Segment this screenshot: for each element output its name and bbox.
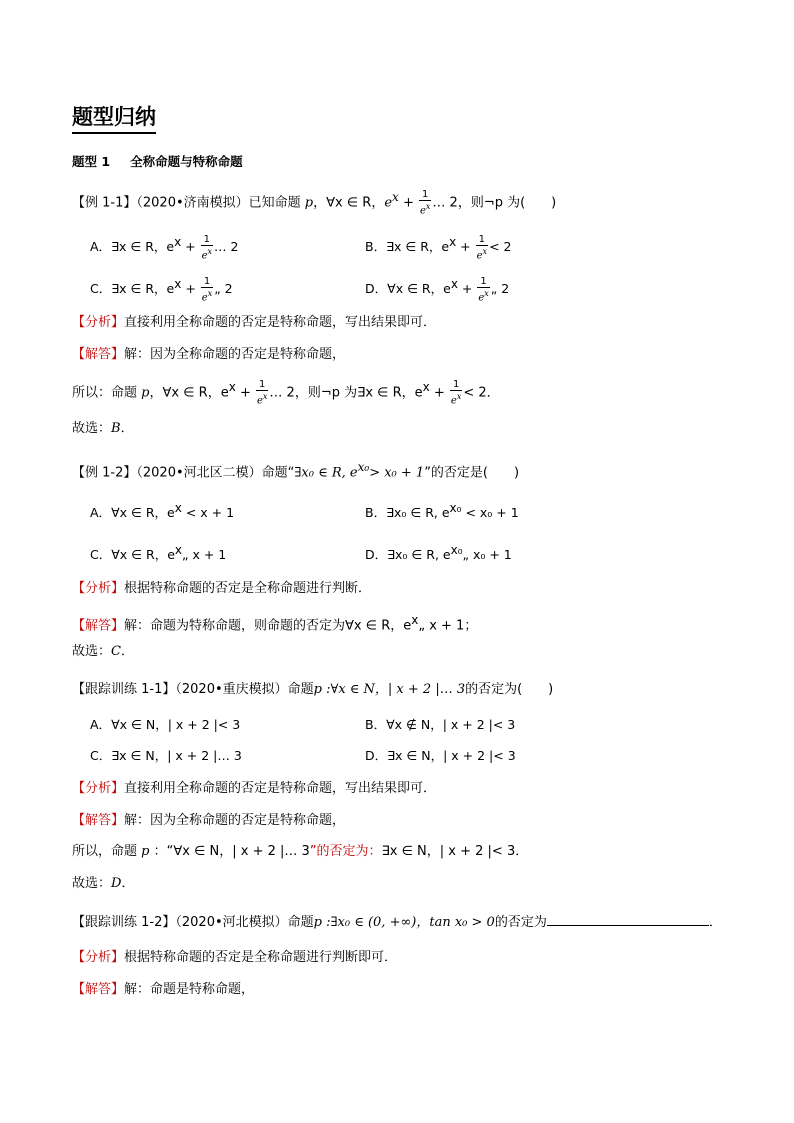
question-tail: 的否定为( ) [465,682,554,697]
analysis-line [72,580,371,598]
type-label: 题型 1 [72,154,111,169]
option-text: ∃x ∈ R，e [111,281,175,297]
answer-text: 解：命题为特称命题，则命题的否定为∀x ∈ R，e [124,618,412,634]
choose-value: B [111,421,121,436]
question-end: ． [708,915,722,930]
option-text: ∀x ∉ N，| x + 2 |< 3 [386,717,516,732]
answer-text: 解：命题是特称命题， [124,982,255,997]
question-tail: ”的否定是( ) [424,465,520,481]
example-source: （2020•济南模拟）已知命题 [136,195,301,211]
choose-line [72,420,134,438]
training-source: （2020•河北模拟）命题 [175,915,314,930]
option-text: ∀x ∈ N，| x + 2 |< 3 [111,717,241,732]
question-tail: ，则¬p 为( ) [457,195,557,211]
so-tail: ∃x ∈ N，| x + 2 |< 3． [381,844,529,859]
example-tag: 【例 1-2】 [72,465,137,481]
fraction-denominator [419,201,431,216]
example-source: （2020•河北区二模）命题“ [136,465,295,481]
conclusion-line: 所以：命题 p，∀x ∈ R，$e^x$ + $\frac{1}{e^x}$ … 2，则¬p 为∃x ∈ R，$e^x$ + $\frac{1}{e^x}$ < 2． [72,379,500,407]
plus-sign: + [398,195,418,211]
example-1-2-question: 【例 1-2】（2020•河北区二模）命题“∃x₀ ∈ R, $e^{x_0}> x_0 + 1$”的否定是( ) [72,460,520,481]
option-relation: „ x + 1 [182,547,227,563]
analysis-tag: 【分析】 [72,781,125,796]
var-p: p [304,195,314,211]
option-relation: „ 2 [214,281,233,297]
option-label: B． [365,239,387,255]
option-label: A． [90,505,112,521]
analysis-line [72,949,397,967]
answer-line [72,812,345,830]
choose-label: 故选： [72,876,112,891]
answer-tag: 【解答】 [72,618,125,634]
choose-end: ． [121,876,135,891]
analysis-tag: 【分析】 [72,315,125,330]
option-label: C． [90,748,112,763]
choose-value: C [111,644,121,659]
answer-tag: 【解答】 [72,982,125,997]
so-end: ． [486,385,500,401]
option-relation: „ 2 [490,281,510,297]
answer-tag: 【解答】 [72,347,125,362]
so-mid: ，∀x ∈ R，e [149,385,229,401]
choose-label: 故选： [72,644,112,659]
conclusion-line [72,843,528,861]
training-1-1-question [72,681,553,699]
var-p: p [141,844,150,859]
option-relation: … 2 [214,239,239,255]
analysis-text: 直接利用全称命题的否定是特称命题，写出结果即可． [124,315,437,330]
option-label: A． [90,239,112,255]
choose-end: ． [120,421,134,436]
proposition: ∃x₀ ∈ R, e [294,465,358,481]
fraction-numerator: 1 [419,189,431,201]
option-label: D． [365,281,388,297]
question-tail: 的否定为 [494,915,547,930]
option-relation: „ x₀ + 1 [462,547,512,563]
option-relation: < x₀ + 1 [461,505,519,521]
exp-sup: x [392,190,399,204]
so-relation2: < 2 [463,385,487,401]
example-1-1-question [72,188,556,216]
option-a[interactable] [90,716,240,734]
analysis-line [72,314,436,332]
option-a[interactable]: A．∃x ∈ R，$e^x$ + $\frac{1}{e^x}$ … 2 [90,233,239,262]
option-text: ∃x ∈ N，| x + 2 |… 3 [111,748,242,763]
analysis-tag: 【分析】 [72,950,125,965]
so-prefix: 所以：命题 [72,385,138,401]
option-a[interactable]: A．∀x ∈ R，$e^x < x + 1$ [90,501,235,521]
fraction [419,189,431,216]
proposition: p :∀x ∈ N，| x + 2 |… 3 [313,682,466,697]
option-label: C． [90,547,112,563]
option-relation: < 2 [489,239,512,255]
option-label: D． [365,547,388,563]
option-label: B． [365,717,387,732]
choose-line [72,875,134,893]
analysis-tag: 【分析】 [72,581,125,596]
option-c[interactable]: C．∀x ∈ R，$e^x„$ x + 1 [90,543,227,563]
so-mid: ：“∀x ∈ N，| x + 2 |… 3 [153,844,310,859]
answer-line [72,981,254,999]
choose-label: 故选： [72,421,112,436]
option-label: D． [365,748,388,763]
answer-line: 【解答】解：命题为特称命题，则命题的否定为∀x ∈ R，$e^x„$ x + 1； [72,613,478,634]
option-text: ∀x ∈ R，e [387,281,451,297]
training-1-2-question [72,913,722,932]
option-b[interactable] [365,716,515,734]
proposition-relation: > x₀ + 1 [369,465,425,481]
training-tag: 【跟踪训练 1-1】 [72,682,176,697]
option-label: B． [365,505,387,521]
option-text: ∃x ∈ R，e [111,239,175,255]
option-text: ∀x ∈ R，e [111,505,175,521]
training-source: （2020•重庆模拟）命题 [175,682,314,697]
option-text: ∃x ∈ R，e [386,239,450,255]
example-tag: 【例 1-1】 [72,195,137,211]
so-mid2: ，则¬p 为∃x ∈ R，e [294,385,423,401]
option-b[interactable]: B．∃x₀ ∈ R, $e^{x_0} < x_0 + 1$ [365,501,519,521]
option-d[interactable]: D．∀x ∈ R，$e^x$ + $\frac{1}{e^x}$ „ 2 [365,275,510,304]
choose-line [72,643,134,661]
so-red-text: ”的否定为： [309,844,382,859]
exp-base: e [384,195,393,211]
analysis-text: 根据特称命题的否定是全称命题进行判断即可． [124,950,398,965]
fraction-denominator-base: e [419,205,426,217]
so-relation: … 2 [269,385,295,401]
fraction-denominator-sup: x [425,202,431,212]
option-text: ∃x₀ ∈ R, e [387,547,451,563]
choose-value: D [111,876,122,891]
so-prefix: 所以，命题 [72,844,138,859]
option-text: ∀x ∈ R，e [111,547,175,563]
answer-text: 解：因为全称命题的否定是特称命题， [124,347,346,362]
option-relation: < x + 1 [181,505,235,521]
analysis-text: 根据特称命题的否定是全称命题进行判断． [124,581,372,596]
analysis-text: 直接利用全称命题的否定是特称命题，写出结果即可． [124,781,437,796]
answer-text: 解：因为全称命题的否定是特称命题， [124,813,346,828]
option-c[interactable] [90,747,242,765]
answer-relation: „ x + 1； [418,618,478,634]
page-title: 题型归纳 [72,104,156,134]
answer-line [72,346,345,364]
proposition: p :∃x₀ ∈ (0, +∞)，tan x₀ > 0 [313,915,495,930]
option-label: C． [90,281,112,297]
option-label: A． [90,717,112,732]
choose-end: ． [120,644,134,659]
option-c[interactable]: C．∃x ∈ R，$e^x$ + $\frac{1}{e^x}$ „ 2 [90,275,233,304]
training-tag: 【跟踪训练 1-2】 [72,915,176,930]
option-text: ∃x₀ ∈ R, e [386,505,450,521]
option-text: ∃x ∈ N，| x + 2 |< 3 [387,748,516,763]
relation: … 2 [432,195,458,211]
var-p: p [141,385,150,401]
answer-blank[interactable] [547,913,709,926]
option-d[interactable]: D．∃x₀ ∈ R, $e^{x_0}„$ x₀ + 1 [365,543,512,563]
answer-tag: 【解答】 [72,813,125,828]
condition: ，∀x ∈ R， [313,195,385,211]
analysis-line [72,780,436,798]
type-name: 全称命题与特称命题 [130,154,243,169]
option-d[interactable] [365,747,516,765]
section-heading [72,152,243,170]
option-b[interactable]: B．∃x ∈ R，$e^x$ + $\frac{1}{e^x}$ < 2 [365,233,512,262]
